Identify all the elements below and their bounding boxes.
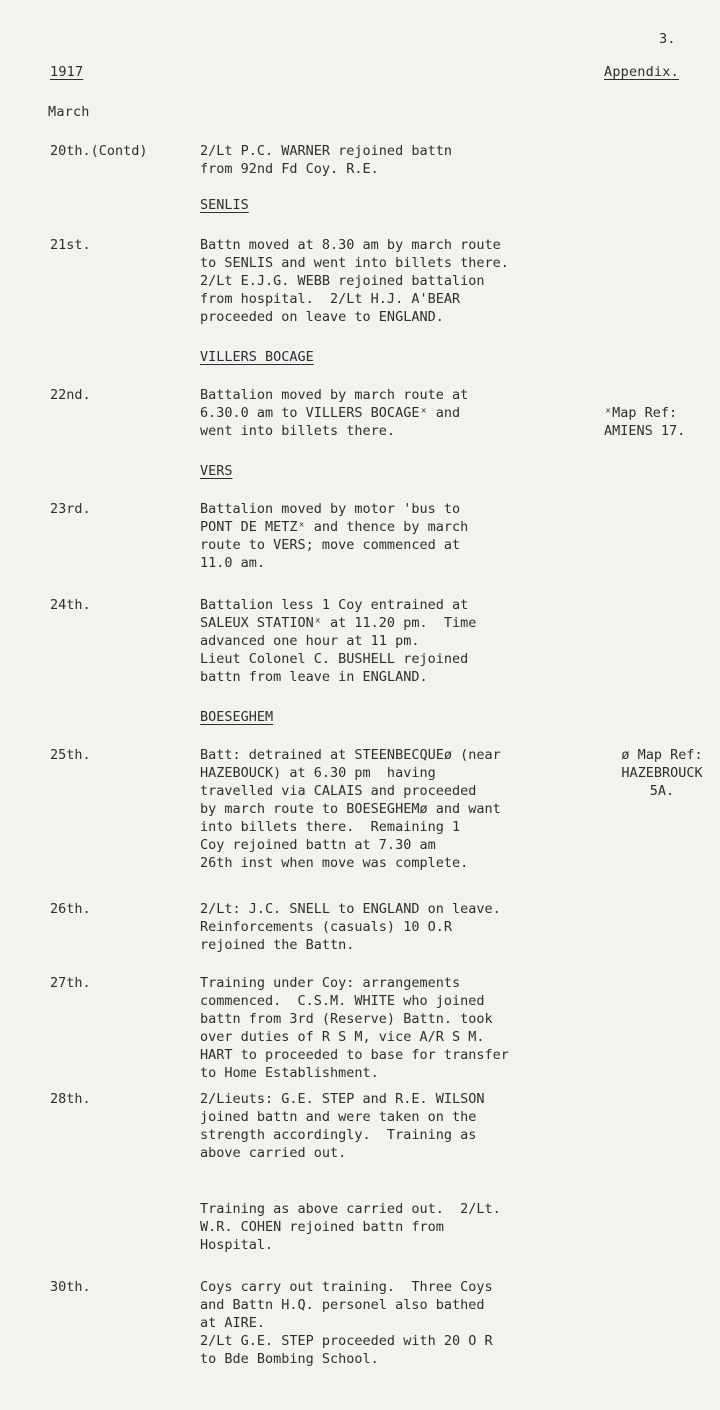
entry-text: Battalion less 1 Coy entrained at SALEUX STATIONˣ at 11.20 pm. Time advanced one hour at 11 pm. Lieut Colonel C. BUSHELL rejoined battn from leave in ENGLAND. xyxy=(200,597,477,685)
location-heading-vers: VERS xyxy=(200,463,233,479)
entry-text: 2/Lieuts: G.E. STEP and R.E. WILSON joined battn and were taken on the strength accordingly. Training as above carried out. xyxy=(200,1091,485,1161)
entry-date: 21st. xyxy=(50,237,91,253)
margin-note-map-ref: ˣMap Ref: AMIENS 17. xyxy=(604,405,686,439)
year-heading: 1917 xyxy=(50,64,84,80)
entry-text: Battalion moved by march route at 6.30.0 am to VILLERS BOCAGEˣ and went into billets there. xyxy=(200,387,469,439)
entry-text: Battalion moved by motor 'bus to PONT DE METZˣ and thence by march route to VERS; move commenced at 11.0 am. xyxy=(200,501,469,571)
entry-text: Batt: detrained at STEENBECQUEø (near HAZEBOUCK) at 6.30 pm having travelled via CALAIS and proceeded by march route to BOESEGHEMø and want into billets there. Remaining 1 Coy rejoined battn at 7.30 am 26th inst when move was complete. xyxy=(200,747,501,871)
appendix-heading: Appendix. xyxy=(604,64,679,80)
location-heading-villers-bocage: VILLERS BOCAGE xyxy=(200,349,314,365)
entry-text: Training as above carried out. 2/Lt. W.R. COHEN rejoined battn from Hospital. xyxy=(200,1201,501,1253)
entry-date: 23rd. xyxy=(50,501,91,517)
entry-text: 2/Lt P.C. WARNER rejoined battn from 92nd Fd Coy. R.E. xyxy=(200,143,452,177)
month-label: March xyxy=(48,104,90,120)
entry-date: 30th. xyxy=(50,1279,91,1295)
page-number: 3. xyxy=(659,31,676,47)
entry-text: Battn moved at 8.30 am by march route to SENLIS and went into billets there. 2/Lt E.J.G. WEBB rejoined battalion from hospital. 2/Lt H.J. A'BEAR proceeded on leave to ENGLAND. xyxy=(200,237,509,325)
location-heading-boeseghem: BOESEGHEM xyxy=(200,709,274,725)
entry-date: 20th.(Contd) xyxy=(50,143,148,159)
entry-text: 2/Lt: J.C. SNELL to ENGLAND on leave. Reinforcements (casuals) 10 O.R rejoined the Battn. xyxy=(200,901,501,953)
entry-date: 24th. xyxy=(50,597,91,613)
entry-date: 26th. xyxy=(50,901,91,917)
entry-date: 25th. xyxy=(50,747,91,763)
location-heading-senlis: SENLIS xyxy=(200,197,249,213)
entry-text: Training under Coy: arrangements commenced. C.S.M. WHITE who joined battn from 3rd (Reserve) Battn. took over duties of R S M, vice A/R S M. HART to proceeded to base for transfer to Home Establishment. xyxy=(200,975,509,1081)
entry-text: Coys carry out training. Three Coys and Battn H.Q. personel also bathed at AIRE. 2/Lt G.E. STEP proceeded with 20 O R to Bde Bombing School. xyxy=(200,1279,493,1367)
entry-date: 28th. xyxy=(50,1091,91,1107)
margin-note-map-ref: ø Map Ref: HAZEBROUCK 5A. xyxy=(621,747,703,799)
entry-date: 22nd. xyxy=(50,387,91,403)
entry-date: 27th. xyxy=(50,975,91,991)
